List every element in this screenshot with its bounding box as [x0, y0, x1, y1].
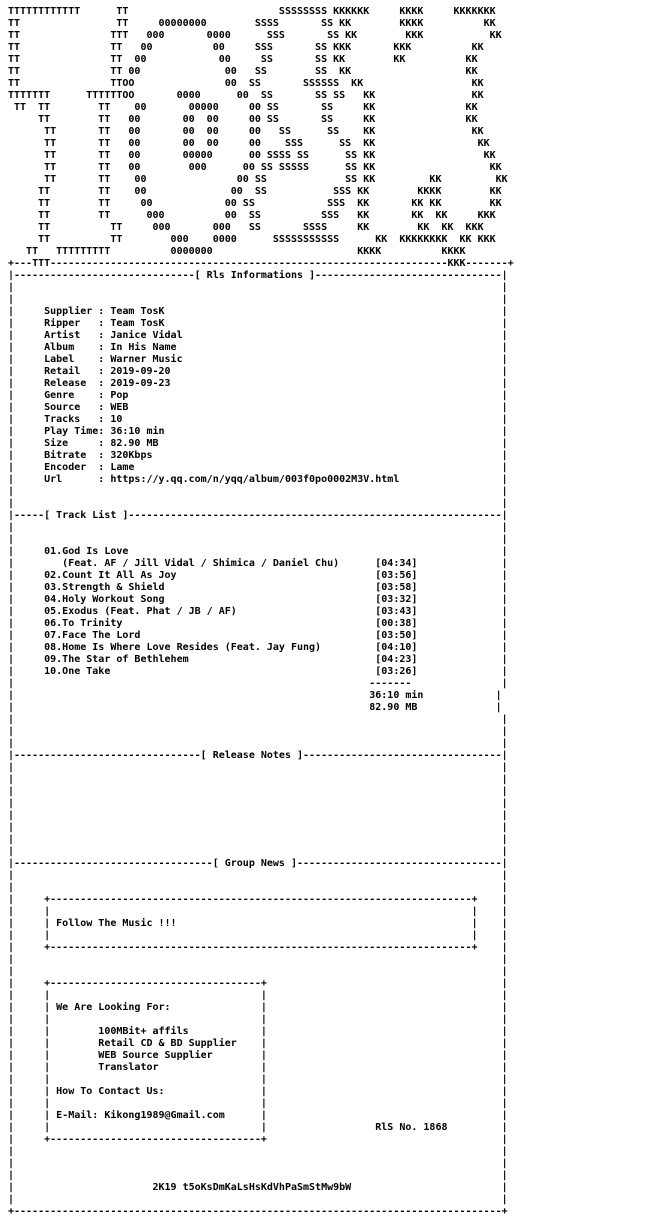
nfo-line: | | 100MBit+ affils | |	[8, 1026, 508, 1037]
nfo-line: | ------- |	[8, 678, 508, 689]
nfo-line: TT TTT 000 0000 SSS SS KK KKK KK	[8, 30, 502, 41]
nfo-line: TT TT 00 00 SS SSS KK KKKK KK	[8, 186, 502, 197]
nfo-line: | Retail : 2019-09-20 |	[8, 366, 508, 377]
nfo-line: TT TTTTTTTTT 0000000 KKKK KKKK	[8, 246, 466, 257]
nfo-line: |------------------------------[ Rls Informations ]-------------------------------|	[8, 270, 508, 281]
nfo-line: | Genre : Pop |	[8, 390, 508, 401]
nfo-line: TT TTOO 00 SS SSSSSS KK KK	[8, 78, 484, 89]
nfo-line: | |	[8, 762, 508, 773]
nfo-line: | |	[8, 810, 508, 821]
nfo-line: | 05.Exodus (Feat. Phat / JB / AF) [03:43] |	[8, 606, 508, 617]
nfo-line: | 09.The Star of Bethlehem [04:23] |	[8, 654, 508, 665]
nfo-line: |-------------------------------[ Release Notes ]---------------------------------|	[8, 750, 508, 761]
nfo-line: | 01.God Is Love |	[8, 546, 508, 557]
nfo-line: | |	[8, 954, 508, 965]
nfo-line: | |	[8, 294, 508, 305]
nfo-line: TT TT TT 00 00000 00 SS SS KK KK	[8, 102, 478, 113]
nfo-line: | Source : WEB |	[8, 402, 508, 413]
nfo-line: | Url : https://y.qq.com/n/yqq/album/003f0po0002M3V.html |	[8, 474, 508, 485]
nfo-line: | |	[8, 534, 508, 545]
nfo-line: | | | |	[8, 990, 508, 1001]
nfo-line: | | WEB Source Supplier | |	[8, 1050, 508, 1061]
nfo-line: TT TT 00000000 SSSS SS KK KKKK KK	[8, 18, 496, 29]
nfo-line: TT TT 00 00 SS SS KK KK KK	[8, 174, 508, 185]
nfo-line: | |	[8, 714, 508, 725]
nfo-line: | |	[8, 786, 508, 797]
nfo-line: | | | |	[8, 1014, 508, 1025]
nfo-line: | 2K19 t5oKsDmKaLsHsKdVhPaSmStMw9bW |	[8, 1182, 508, 1193]
nfo-line: TTTTTTT TTTTTTOO 0000 00 SS SS SS KK KK	[8, 90, 484, 101]
nfo-line: | | | |	[8, 1098, 508, 1109]
nfo-line: | |	[8, 774, 508, 785]
nfo-line: | Ripper : Team TosK |	[8, 318, 508, 329]
nfo-line: | +-----------------------------------+ |	[8, 978, 508, 989]
nfo-line: TT TT 00 00 SS SS KK KK KK	[8, 54, 478, 65]
nfo-line: TT TT 00 00 SS SS KK KK	[8, 66, 478, 77]
nfo-line: | Supplier : Team TosK |	[8, 306, 508, 317]
nfo-line: TT TT 00 000 00 SS SSSSS SS KK KK	[8, 162, 502, 173]
nfo-line: | Play Time: 36:10 min |	[8, 426, 508, 437]
nfo-line: | (Feat. AF / Jill Vidal / Shimica / Daniel Chu) [04:34] |	[8, 558, 508, 569]
nfo-line: | |	[8, 282, 508, 293]
nfo-line: |-----[ Track List ]--------------------------------------------------------------|	[8, 510, 508, 521]
nfo-line: | 02.Count It All As Joy [03:56] |	[8, 570, 508, 581]
nfo-line: | | Follow The Music !!! | |	[8, 918, 508, 929]
nfo-line: | |	[8, 1194, 508, 1205]
nfo-line: | |	[8, 834, 508, 845]
nfo-line: | Size : 82.90 MB |	[8, 438, 508, 449]
nfo-line: | 04.Holy Workout Song [03:32] |	[8, 594, 508, 605]
nfo-line: | | Retail CD & BD Supplier | |	[8, 1038, 508, 1049]
nfo-line: | Bitrate : 320Kbps |	[8, 450, 508, 461]
nfo-line: | | | |	[8, 906, 508, 917]
nfo-line: | |	[8, 522, 508, 533]
nfo-line: | 36:10 min |	[8, 690, 502, 701]
nfo-line: | Tracks : 10 |	[8, 414, 508, 425]
nfo-line: | 82.90 MB |	[8, 702, 502, 713]
nfo-line: | |	[8, 1170, 508, 1181]
nfo-line: | | | RlS No. 1868 |	[8, 1122, 508, 1133]
nfo-line: | 06.To Trinity [00:38] |	[8, 618, 508, 629]
nfo-line: | 07.Face The Lord [03:50] |	[8, 630, 508, 641]
nfo-line: TT TT 000 0000 SSSSSSSSSSS KK KKKKKKKK KK KKK	[8, 234, 496, 245]
nfo-line: TT TT 00 00 00 00 SSS SS KK KK	[8, 138, 490, 149]
nfo-line: | 03.Strength & Shield [03:58] |	[8, 582, 508, 593]
nfo-line: | | E-Mail: Kikong1989@Gmail.com | |	[8, 1110, 508, 1121]
nfo-line: TT TT 000 00 SS SSS KK KK KK KKK	[8, 210, 496, 221]
nfo-document	[8, 6, 514, 1218]
nfo-line: | +----------------------------------------------------------------------+ |	[8, 894, 508, 905]
nfo-line: TT TT 00 00 00 00 SS SS KK KK	[8, 114, 478, 125]
nfo-line: | Artist : Janice Vidal |	[8, 330, 508, 341]
nfo-line: TT TT 00 00 00 00 SS SS KK KK	[8, 126, 484, 137]
nfo-line: | |	[8, 798, 508, 809]
nfo-line: | Encoder : Lame |	[8, 462, 508, 473]
nfo-line: | |	[8, 870, 508, 881]
nfo-line: | | How To Contact Us: | |	[8, 1086, 508, 1097]
nfo-line: | | | |	[8, 930, 508, 941]
nfo-line: |---------------------------------[ Group News ]----------------------------------|	[8, 858, 508, 869]
nfo-line: | |	[8, 882, 508, 893]
nfo-line: +---------------------------------------------------------------------------------+	[8, 1206, 508, 1217]
nfo-line: +---TTT------------------------------------------------------------------KKK-------+	[8, 258, 514, 269]
nfo-line: | Label : Warner Music |	[8, 354, 508, 365]
nfo-line: | |	[8, 498, 508, 509]
nfo-line: TT TT 000 000 SS SSSS KK KK KK KKK	[8, 222, 484, 233]
nfo-line: | +----------------------------------------------------------------------+ |	[8, 942, 508, 953]
nfo-line: | |	[8, 726, 508, 737]
nfo-line: | | | |	[8, 1074, 508, 1085]
nfo-line: | |	[8, 846, 508, 857]
nfo-line: | 10.One Take [03:26] |	[8, 666, 508, 677]
nfo-line: TT TT 00 00 SS SSS KK KK KK KK	[8, 198, 502, 209]
nfo-line: | | We Are Looking For: | |	[8, 1002, 508, 1013]
nfo-line: | |	[8, 486, 508, 497]
nfo-line: | Album : In His Name |	[8, 342, 508, 353]
nfo-line: | |	[8, 822, 508, 833]
nfo-line: | +-----------------------------------+ |	[8, 1134, 508, 1145]
nfo-line: | |	[8, 1158, 508, 1169]
nfo-line: | |	[8, 738, 508, 749]
nfo-line: | | Translator | |	[8, 1062, 508, 1073]
nfo-line: | 08.Home Is Where Love Resides (Feat. Jay Fung) [04:10] |	[8, 642, 508, 653]
nfo-line: TTTTTTTTTTTT TT SSSSSSSS KKKKKK KKKK KKKKKKK	[8, 6, 496, 17]
nfo-line: | |	[8, 966, 508, 977]
nfo-line: TT TT 00 00 SSS SS KKK KKK KK	[8, 42, 484, 53]
nfo-line: TT TT 00 00000 00 SSSS SS SS KK KK	[8, 150, 496, 161]
nfo-line: | Release : 2019-09-23 |	[8, 378, 508, 389]
nfo-line: | |	[8, 1146, 508, 1157]
